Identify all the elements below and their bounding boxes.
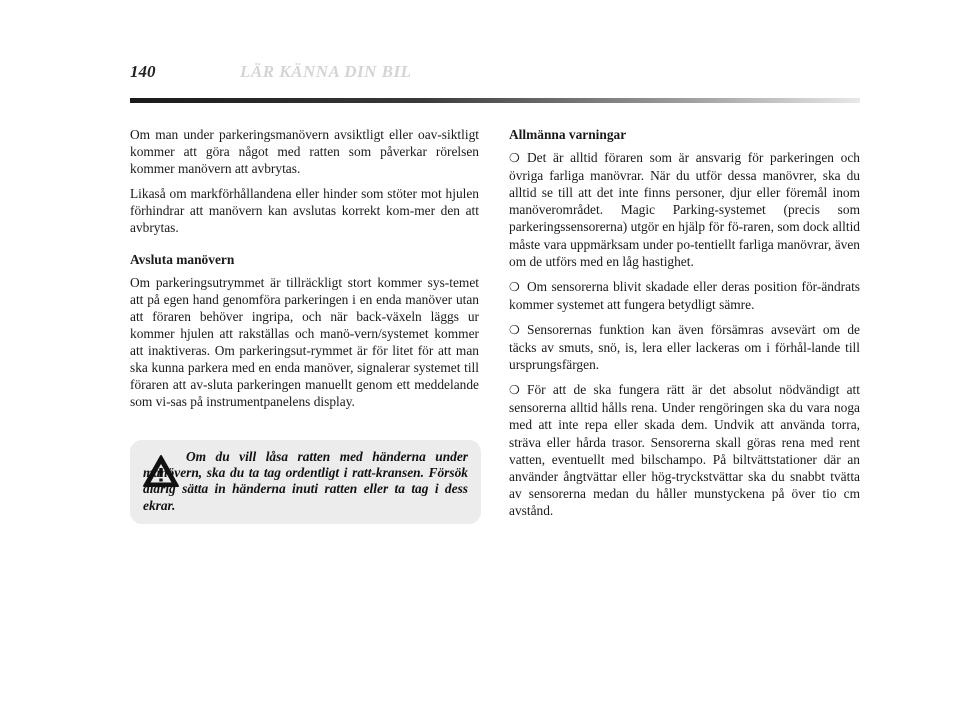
- paragraph-finish-maneuver: Om parkeringsutrymmet är tillräckligt stort kommer sys-temet att på egen hand genomföra parkeringen i en enda manöver utan att föraren behöver ingripa, och när back-växeln läggs ur kommer hjulen att rakställas och manö-vern/systemet kommer att inaktiveras. Om parkeringsut-rymmet är för litet för att man ska kunna parkera med en enda manöver, signalerar systemet till föraren att av-sluta parkeringen manuellt genom ett meddelande som vi-sas på instrumentpanelens display.: [130, 274, 479, 410]
- warning-text: Om du vill låsa ratten med händerna under manövern, ska du ta tag ordentligt i ratt-kransen. Försök aldrig sätta in händerna inuti ratten eller ta tag i dess ekrar.: [143, 449, 468, 513]
- heading-general-warnings: Allmänna varningar: [509, 127, 627, 142]
- warning-item-covered-sensors: [509, 321, 860, 373]
- bullet-icon: ❍: [509, 322, 520, 337]
- bullet-icon: ❍: [509, 151, 520, 166]
- warning-item-damaged-sensors: [509, 278, 860, 313]
- warning-item-clean-sensors: [509, 381, 860, 519]
- warning-item-responsibility: [509, 149, 860, 270]
- paragraph-ground-conditions: Likaså om markförhållandena eller hinder som stöter mot hjulen förhindrar att manövern kan avslutas korrekt kom-mer den att avbrytas.: [130, 186, 479, 236]
- section-title: LÄR KÄNNA DIN BIL: [240, 62, 412, 81]
- bullet-icon: ❍: [509, 279, 520, 294]
- warning-item-text: Det är alltid föraren som är ansvarig för parkeringen och övriga farliga manövrar. När du utför dessa manövrer, ska du alltid se till att det inte finns personer, djur eller föremål inom manöverområdet. Magic Parking-systemet (precis som parkeringssensorerna) utgör en hjälp för fö-raren, som dock alltid måste vara uppmärksam under po-tentiellt farliga manövrar, även om de utförs med en låg hastighet.: [509, 150, 860, 269]
- page-header: [130, 62, 860, 92]
- bullet-icon: ❍: [509, 383, 520, 398]
- warning-item-text: Sensorernas funktion kan även försämras avsevärt om de täcks av smuts, snö, is, lera eller lackeras om i förhål-lande till ursprungsfärgen.: [509, 321, 860, 373]
- warning-item-text: Om sensorerna blivit skadade eller deras position för-ändrats kommer systemet att fungera betydligt sämre.: [509, 278, 860, 312]
- paragraph-steering-abort: Om man under parkeringsmanövern avsiktligt eller oav-siktligt kommer att göra något med ratten som påverkar rörelsen kommer manövern att avbrytas.: [130, 127, 479, 177]
- warning-item-text: För att de ska fungera rätt är det absolut nödvändigt att sensorerna alltid hålls rena. Under rengöringen ska du vara noga med att inte repa eller skada dem. Undvik att använda torra, sträva eller hårda trasor. Sensorerna skall göras rena med rent vatten, eventuellt med bilschampo. På biltvättstationer där an använder ångtvättar eller hög-tryckstvättar ska du snabbt tvätta av sensorerna medan du håller munstyckena på över tio cm avstånd.: [509, 382, 860, 518]
- warning-box: [130, 440, 481, 524]
- heading-finish-maneuver: Avsluta manövern: [130, 251, 235, 267]
- left-column: [130, 126, 479, 418]
- page-number: 140: [130, 62, 156, 81]
- right-column: [509, 126, 860, 527]
- header-rule: [130, 98, 860, 103]
